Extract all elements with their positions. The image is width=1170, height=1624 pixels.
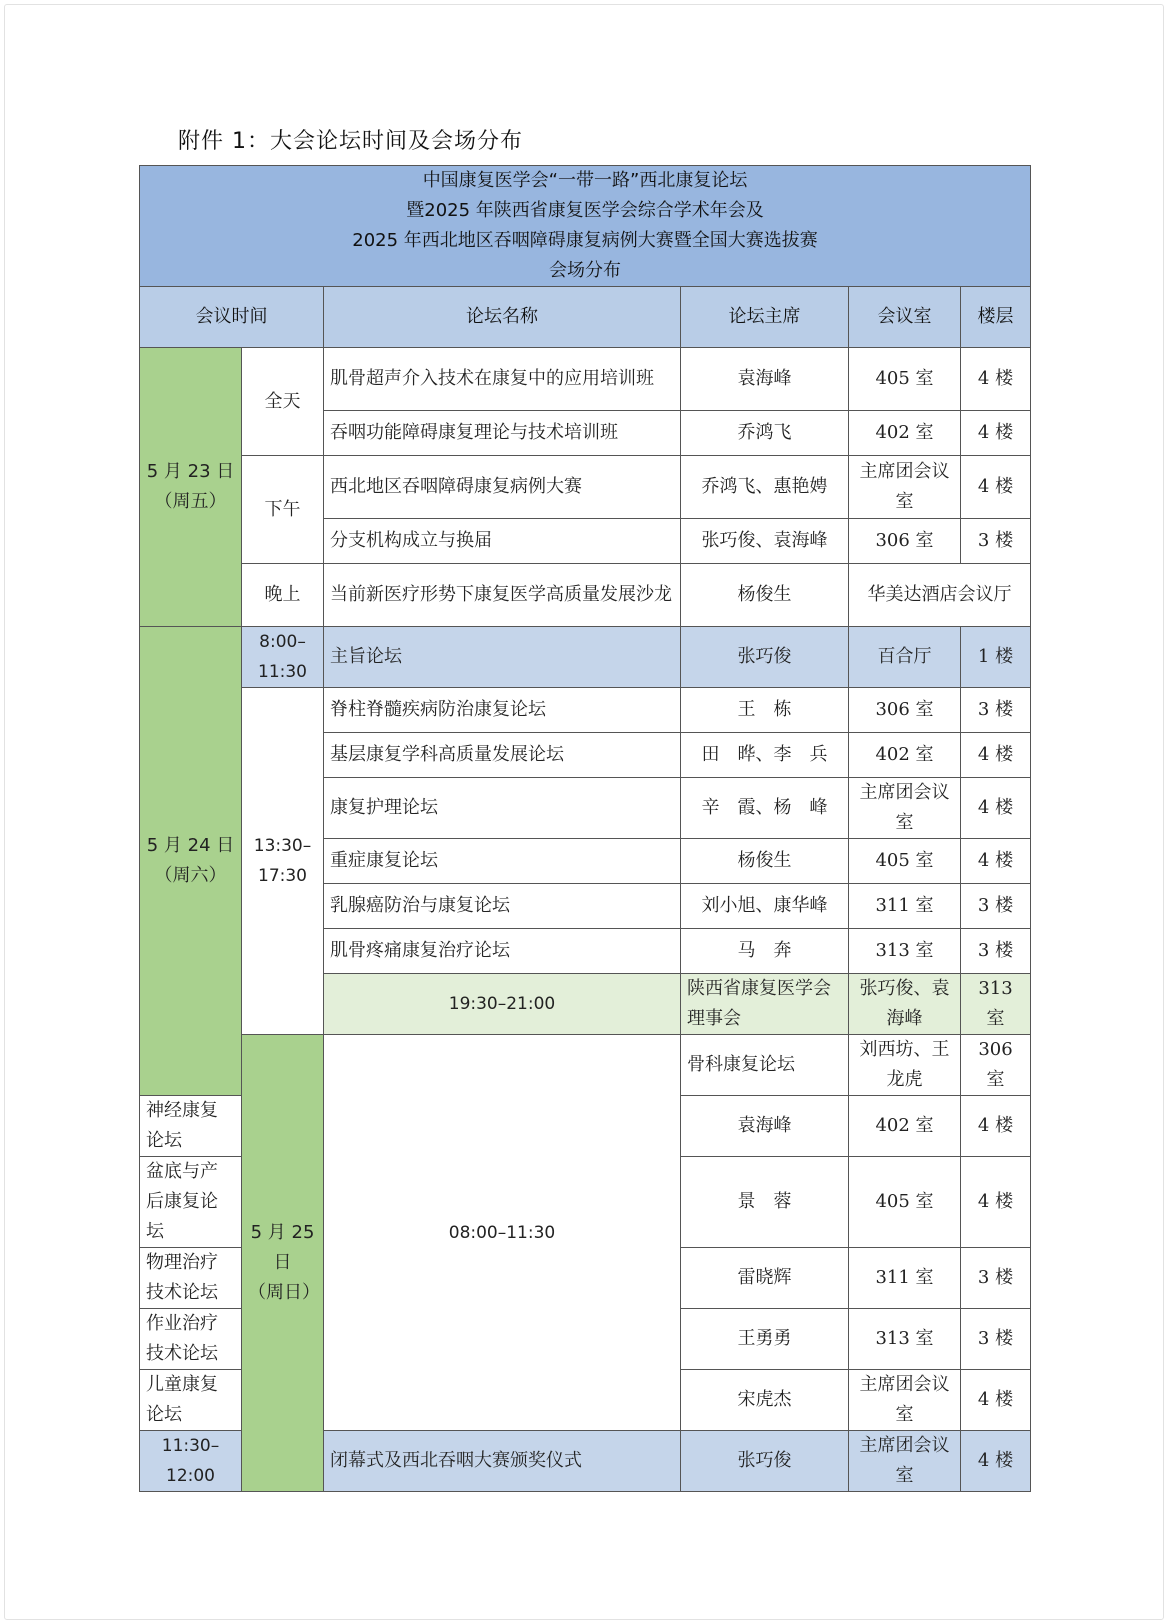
forum-chair: 袁海峰 (681, 348, 849, 411)
forum-chair: 张巧俊 (681, 1431, 849, 1492)
room: 主席团会议室 (849, 778, 961, 839)
forum-name: 西北地区吞咽障碍康复病例大赛 (324, 456, 681, 519)
slot-cell: 8:00–11:30 (242, 627, 324, 688)
forum-name: 吞咽功能障碍康复理论与技术培训班 (324, 411, 681, 456)
venue: 华美达酒店会议厅 (849, 564, 1031, 627)
forum-chair: 袁海峰 (681, 1096, 849, 1157)
room: 402 室 (849, 733, 961, 778)
attachment-title: 附件 1：大会论坛时间及会场分布 (178, 129, 523, 154)
floor: 4 楼 (961, 1370, 1031, 1431)
floor: 3 楼 (961, 929, 1031, 974)
floor: 4 楼 (961, 733, 1031, 778)
room: 311 室 (849, 884, 961, 929)
forum-name: 基层康复学科高质量发展论坛 (324, 733, 681, 778)
forum-name: 康复护理论坛 (324, 778, 681, 839)
forum-chair: 张巧俊、袁海峰 (681, 519, 849, 564)
table-row (140, 564, 1031, 627)
room: 311 室 (849, 1248, 961, 1309)
slot-cell: 全天 (242, 348, 324, 456)
room: 313 室 (849, 929, 961, 974)
room: 313 室 (961, 974, 1031, 1035)
floor: 3 楼 (961, 688, 1031, 733)
table-row (140, 456, 1031, 519)
banner-line-3: 2025 年西北地区吞咽障碍康复病例大赛暨全国大赛选拔赛 (352, 230, 818, 251)
room: 405 室 (849, 1157, 961, 1248)
room: 405 室 (849, 348, 961, 411)
forum-name: 当前新医疗形势下康复医学高质量发展沙龙 (324, 564, 681, 627)
header-row (140, 287, 1031, 348)
forum-chair: 刘西坊、王龙虎 (849, 1035, 961, 1096)
forum-chair: 张巧俊 (681, 627, 849, 688)
forum-name: 主旨论坛 (324, 627, 681, 688)
weekday-label: （周五） (154, 491, 227, 512)
floor: 1 楼 (961, 627, 1031, 688)
floor: 4 楼 (961, 1431, 1031, 1492)
forum-name: 盆底与产后康复论坛 (140, 1157, 242, 1248)
room: 405 室 (849, 839, 961, 884)
forum-name: 分支机构成立与换届 (324, 519, 681, 564)
header-time: 会议时间 (140, 287, 324, 348)
forum-chair: 杨俊生 (681, 564, 849, 627)
forum-name: 骨科康复论坛 (681, 1035, 849, 1096)
banner-line-2: 暨2025 年陕西省康复医学会综合学术年会及 (406, 200, 764, 221)
floor: 4 楼 (961, 1157, 1031, 1248)
floor: 4 楼 (961, 778, 1031, 839)
room: 主席团会议室 (849, 456, 961, 519)
room: 主席团会议室 (849, 1370, 961, 1431)
date-cell-day3 (242, 1035, 324, 1492)
forum-chair: 雷晓辉 (681, 1248, 849, 1309)
room: 402 室 (849, 411, 961, 456)
slot-cell: 13:30–17:30 (242, 688, 324, 1035)
banner-line-4: 会场分布 (549, 260, 622, 281)
date-label: 5 月 23 日 (146, 461, 235, 482)
floor: 4 楼 (961, 456, 1031, 519)
forum-name: 作业治疗技术论坛 (140, 1309, 242, 1370)
banner-cell (140, 166, 1031, 287)
forum-chair: 张巧俊、袁海峰 (849, 974, 961, 1035)
room: 402 室 (849, 1096, 961, 1157)
forum-name: 乳腺癌防治与康复论坛 (324, 884, 681, 929)
floor: 3 楼 (961, 519, 1031, 564)
date-cell-day2 (140, 627, 242, 1096)
room: 主席团会议室 (849, 1431, 961, 1492)
header-forum: 论坛名称 (324, 287, 681, 348)
banner-row (140, 166, 1031, 287)
floor: 4 楼 (961, 348, 1031, 411)
forum-name: 神经康复论坛 (140, 1096, 242, 1157)
floor: 4 楼 (961, 1096, 1031, 1157)
banner-line-1: 中国康复医学会“一带一路”西北康复论坛 (422, 170, 748, 191)
forum-chair: 田 晔、李 兵 (681, 733, 849, 778)
weekday-label: （周日） (248, 1282, 320, 1303)
forum-chair: 杨俊生 (681, 839, 849, 884)
floor: 3 楼 (961, 1309, 1031, 1370)
forum-chair: 王勇勇 (681, 1309, 849, 1370)
room: 306 室 (961, 1035, 1031, 1096)
forum-chair: 景 蓉 (681, 1157, 849, 1248)
room: 313 室 (849, 1309, 961, 1370)
table-row (140, 1035, 1031, 1096)
room: 306 室 (849, 519, 961, 564)
floor: 4 楼 (961, 411, 1031, 456)
forum-name: 肌骨超声介入技术在康复中的应用培训班 (324, 348, 681, 411)
weekday-label: （周六） (154, 865, 227, 886)
slot-cell: 19:30–21:00 (324, 974, 681, 1035)
forum-name: 肌骨疼痛康复治疗论坛 (324, 929, 681, 974)
forum-chair: 宋虎杰 (681, 1370, 849, 1431)
slot-cell: 下午 (242, 456, 324, 564)
table-row (140, 688, 1031, 733)
slot-cell: 08:00–11:30 (324, 1035, 681, 1431)
schedule-table (139, 165, 1031, 1492)
date-label: 5 月 25 日 (250, 1222, 315, 1273)
header-room: 会议室 (849, 287, 961, 348)
room: 306 室 (849, 688, 961, 733)
header-floor: 楼层 (961, 287, 1031, 348)
forum-chair: 乔鸿飞 (681, 411, 849, 456)
slot-cell: 晚上 (242, 564, 324, 627)
forum-name: 重症康复论坛 (324, 839, 681, 884)
floor: 4 楼 (961, 839, 1031, 884)
header-chair: 论坛主席 (681, 287, 849, 348)
forum-chair: 辛 霞、杨 峰 (681, 778, 849, 839)
forum-name: 闭幕式及西北吞咽大赛颁奖仪式 (324, 1431, 681, 1492)
forum-chair: 刘小旭、康华峰 (681, 884, 849, 929)
forum-name: 陕西省康复医学会理事会 (681, 974, 849, 1035)
table-row (140, 627, 1031, 688)
forum-chair: 乔鸿飞、惠艳娉 (681, 456, 849, 519)
slot-cell: 11:30–12:00 (140, 1431, 242, 1492)
floor: 3 楼 (961, 884, 1031, 929)
date-cell-day1 (140, 348, 242, 627)
room: 百合厅 (849, 627, 961, 688)
table-row (140, 348, 1031, 411)
floor: 3 楼 (961, 1248, 1031, 1309)
forum-name: 物理治疗技术论坛 (140, 1248, 242, 1309)
forum-chair: 马 奔 (681, 929, 849, 974)
forum-name: 脊柱脊髓疾病防治康复论坛 (324, 688, 681, 733)
date-label: 5 月 24 日 (146, 835, 235, 856)
forum-chair: 王 栋 (681, 688, 849, 733)
forum-name: 儿童康复论坛 (140, 1370, 242, 1431)
